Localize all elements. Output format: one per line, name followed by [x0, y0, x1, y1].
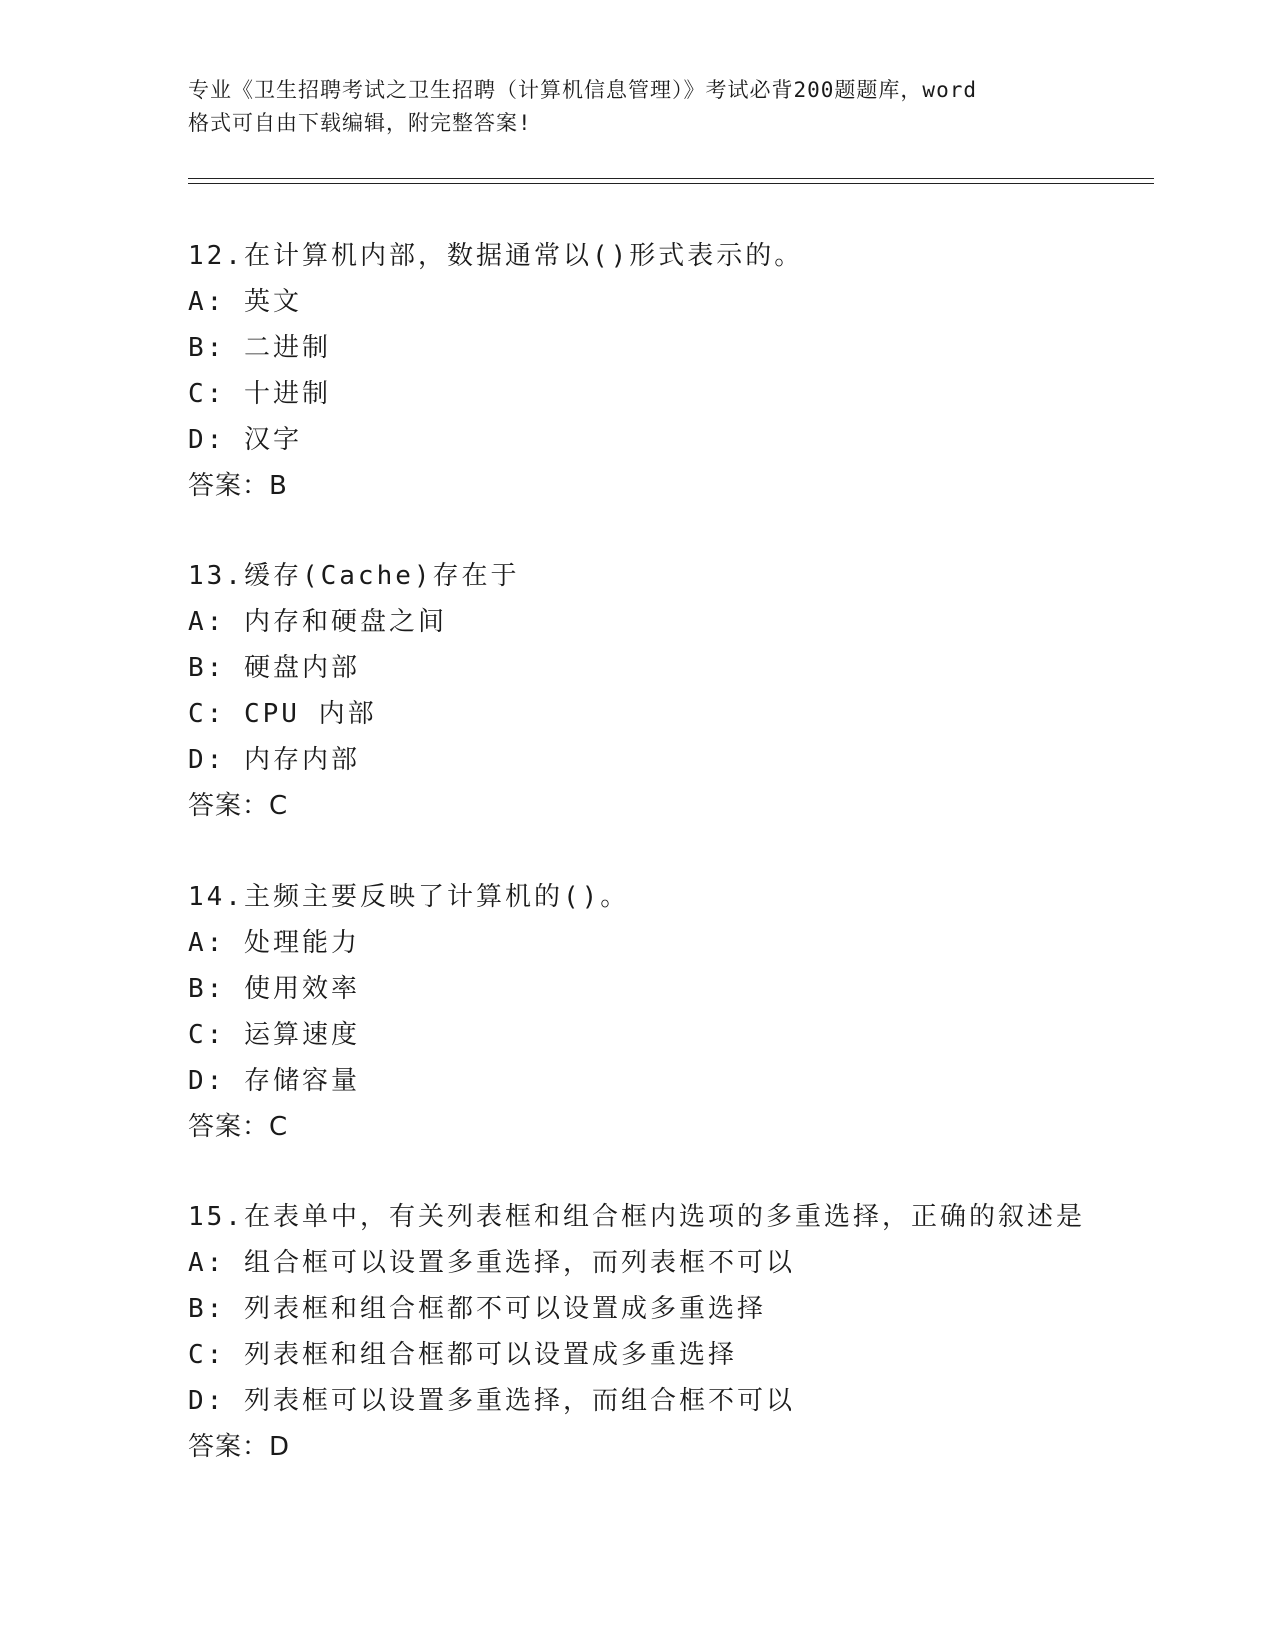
answer-label: 答案：C [188, 1112, 289, 1142]
question-12 [188, 233, 1148, 509]
header-line-2: 格式可自由下载编辑，附完整答案! [188, 111, 532, 135]
question-13 [188, 553, 1148, 829]
question-stem: 13.缓存(Cache)存在于 [188, 561, 520, 591]
answer-label: 答案：C [188, 791, 289, 821]
question-stem: 12.在计算机内部，数据通常以()形式表示的。 [188, 241, 804, 271]
question-stem: 15.在表单中，有关列表框和组合框内选项的多重选择，正确的叙述是 [188, 1202, 1085, 1232]
document-header [188, 74, 1088, 140]
option-c: C: 列表框和组合框都可以设置成多重选择 [188, 1340, 737, 1370]
question-14 [188, 874, 1148, 1150]
answer-label: 答案：D [188, 1432, 291, 1462]
option-a: A: 内存和硬盘之间 [188, 607, 447, 637]
option-b: B: 使用效率 [188, 974, 360, 1004]
option-b: B: 二进制 [188, 333, 331, 363]
option-b: B: 硬盘内部 [188, 653, 360, 683]
option-a: A: 组合框可以设置多重选择，而列表框不可以 [188, 1248, 795, 1278]
question-stem: 14.主频主要反映了计算机的()。 [188, 882, 630, 912]
option-d: D: 内存内部 [188, 745, 360, 775]
option-c: C: CPU 内部 [188, 699, 377, 729]
option-a: A: 英文 [188, 287, 302, 317]
option-c: C: 运算速度 [188, 1020, 360, 1050]
option-a: A: 处理能力 [188, 928, 360, 958]
question-15 [188, 1194, 1148, 1470]
option-d: D: 汉字 [188, 425, 302, 455]
header-divider-bottom [188, 183, 1154, 184]
option-c: C: 十进制 [188, 379, 331, 409]
option-d: D: 存储容量 [188, 1066, 360, 1096]
option-d: D: 列表框可以设置多重选择，而组合框不可以 [188, 1386, 795, 1416]
header-line-1: 专业《卫生招聘考试之卫生招聘（计算机信息管理）》考试必背200题题库，word [188, 78, 977, 102]
header-divider-top [188, 178, 1154, 179]
answer-label: 答案：B [188, 471, 288, 501]
option-b: B: 列表框和组合框都不可以设置成多重选择 [188, 1294, 766, 1324]
